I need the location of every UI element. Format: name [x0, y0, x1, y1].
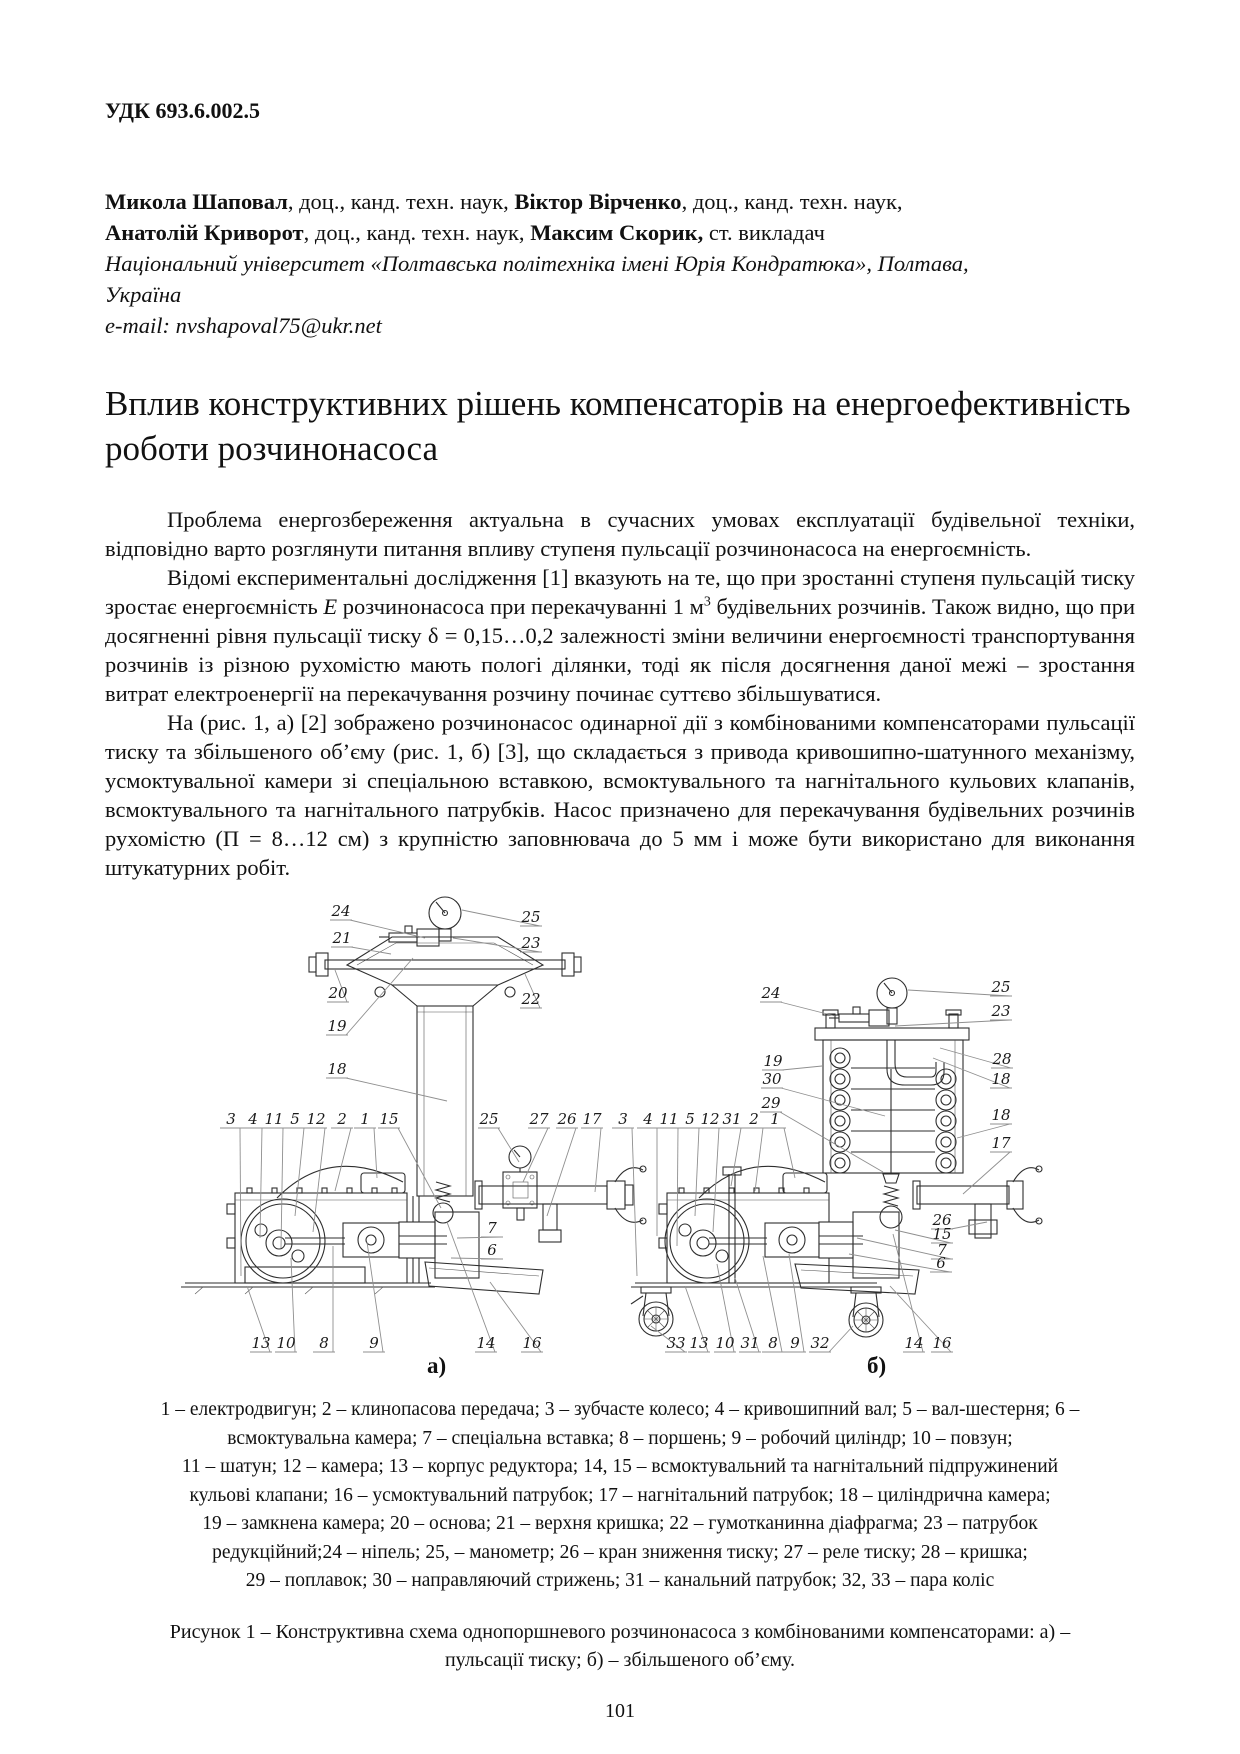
svg-text:18: 18 [991, 1106, 1011, 1124]
svg-text:1: 1 [770, 1110, 780, 1128]
svg-text:1: 1 [360, 1110, 370, 1128]
caption-line: редукційний;24 – ніпель; 25, – манометр; 26 – кран зниження тиску; 27 – реле тиску; 28 – кришка; [212, 1541, 1028, 1563]
svg-text:14: 14 [476, 1334, 496, 1352]
svg-text:5: 5 [290, 1110, 300, 1128]
author-degree: , доц., канд. техн. наук, [303, 220, 531, 245]
svg-text:29: 29 [761, 1094, 781, 1112]
paragraph-1: Проблема енергозбереження актуальна в сучасних умовах експлуатації будівельної техніки, відповідно варто розглянути питання впливу ступеня пульсації розчинонасоса на енергоємність. [105, 507, 1135, 561]
svg-text:9: 9 [369, 1334, 379, 1352]
svg-text:21: 21 [332, 929, 352, 947]
affiliation-country: Україна [105, 282, 182, 307]
caption-line: всмоктувальна камера; 7 – спеціальна вставка; 8 – поршень; 9 – робочий циліндр; 10 – повзун; [227, 1427, 1013, 1449]
paragraph-2-text: будівельних розчинів. Також видно, що при досягненні рівня пульсації тиску δ = 0,15…0,2 залежності зміни величини енергоємності транспортування розчинів із різною рухомістю мають пологі ділянки, тоді як після досягнення даної межі – зростання витрат електроенергії на перекачування розчину починає суттєво збільшуватися. [105, 594, 1136, 706]
svg-text:10: 10 [715, 1334, 735, 1352]
svg-text:11: 11 [659, 1110, 679, 1128]
svg-text:20: 20 [328, 984, 348, 1002]
diagram-a-pump [181, 897, 646, 1294]
svg-text:25: 25 [991, 978, 1011, 996]
caption-line: 11 – шатун; 12 – камера; 13 – корпус редуктора; 14, 15 – всмоктувальний та нагнітальний підпружинений [181, 1456, 1059, 1477]
caption-line: 1 – електродвигун; 2 – клинопасова передача; 3 – зубчасте колесо; 4 – кривошипний вал; 5 – вал-шестерня; 6 – [160, 1399, 1080, 1420]
svg-text:7: 7 [487, 1219, 497, 1237]
paragraph-2-text: Відомі експериментальні дослідження [1] вказують на те, що при зростанні ступеня пульсацій тиску зростає енергоємність [105, 565, 1135, 619]
caption-line: 19 – замкнена камера; 20 – основа; 21 – верхня кришка; 22 – гумотканинна діафрагма; 23 – патрубок [202, 1513, 1038, 1534]
svg-text:17: 17 [582, 1110, 602, 1128]
udc-code: УДК 693.6.002.5 [105, 98, 261, 123]
page-number: 101 [605, 1699, 635, 1722]
svg-text:13: 13 [689, 1334, 709, 1352]
svg-text:15: 15 [932, 1225, 952, 1243]
svg-text:3: 3 [618, 1110, 628, 1128]
svg-text:31: 31 [740, 1334, 760, 1352]
svg-text:26: 26 [557, 1110, 577, 1128]
page-title: Вплив конструктивних рішень компенсаторів на енергоефективність роботи розчинонасоса [105, 384, 1131, 468]
figure-title-line: пульсації тиску; б) – збільшеного об’єму. [444, 1648, 796, 1671]
svg-text:4: 4 [643, 1110, 653, 1128]
svg-text:16: 16 [522, 1334, 542, 1352]
svg-text:12: 12 [700, 1110, 720, 1128]
svg-text:23: 23 [991, 1002, 1011, 1020]
svg-text:31: 31 [722, 1110, 742, 1128]
author-name: Віктор Вірченко [514, 189, 682, 214]
svg-text:4: 4 [248, 1110, 258, 1128]
svg-text:6: 6 [487, 1241, 497, 1259]
svg-text:22: 22 [521, 990, 541, 1008]
svg-text:16: 16 [932, 1334, 952, 1352]
svg-text:12: 12 [306, 1110, 326, 1128]
figure-title-line: Рисунок 1 – Конструктивна схема однопоршневого розчинонасоса з комбінованими компенсаторами: а) – [169, 1620, 1071, 1643]
svg-text:18: 18 [327, 1060, 347, 1078]
authors-line-2 [105, 217, 1135, 248]
figure-1-diagram [95, 886, 1145, 1386]
svg-text:19: 19 [763, 1052, 783, 1070]
email-text: e-mail: nvshapoval75@ukr.net [105, 313, 382, 338]
author-name: Максим Скорик, [530, 220, 704, 245]
authors-line-1 [105, 186, 1135, 217]
paragraph-2-text: розчинонасоса при перекачуванні 1 м [337, 594, 704, 619]
svg-text:24: 24 [331, 902, 351, 920]
svg-text:19: 19 [327, 1017, 347, 1035]
svg-text:8: 8 [319, 1334, 329, 1352]
svg-text:14: 14 [904, 1334, 924, 1352]
svg-text:32: 32 [810, 1334, 830, 1352]
caption-line: кульові клапани; 16 – усмоктувальний патрубок; 17 – нагнітальний патрубок; 18 – циліндрична камера; [189, 1484, 1051, 1506]
author-name: Микола Шаповал [105, 189, 288, 214]
svg-text:13: 13 [251, 1334, 271, 1352]
author-degree: ст. викладач [703, 220, 825, 245]
svg-text:2: 2 [749, 1110, 759, 1128]
svg-text:18: 18 [991, 1070, 1011, 1088]
paragraph-2 [105, 563, 1135, 708]
svg-text:23: 23 [521, 934, 541, 952]
figure-title [105, 1618, 1135, 1674]
svg-text:7: 7 [937, 1241, 947, 1259]
svg-text:6: 6 [936, 1254, 946, 1272]
author-degree: , доц., канд. техн. наук, [287, 189, 515, 214]
superscript-3: 3 [703, 594, 711, 610]
svg-text:15: 15 [379, 1110, 399, 1128]
svg-text:5: 5 [685, 1110, 695, 1128]
svg-text:27: 27 [529, 1110, 549, 1128]
variable-e: Е [323, 594, 338, 619]
svg-text:25: 25 [521, 908, 541, 926]
svg-text:26: 26 [932, 1211, 952, 1229]
svg-text:11: 11 [264, 1110, 284, 1128]
svg-text:8: 8 [768, 1334, 778, 1352]
caption-line: 29 – поплавок; 30 – направляючий стрижень; 31 – канальний патрубок; 32, 33 – пара коліс [245, 1570, 995, 1591]
svg-text:33: 33 [666, 1334, 686, 1352]
svg-text:10: 10 [276, 1334, 296, 1352]
svg-text:3: 3 [226, 1110, 236, 1128]
figure-1 [95, 886, 1145, 1386]
svg-text:2: 2 [337, 1110, 347, 1128]
subfigure-label-b: б) [867, 1353, 887, 1378]
svg-text:9: 9 [790, 1334, 800, 1352]
svg-text:24: 24 [761, 984, 781, 1002]
author-degree: , доц., канд. техн. наук, [681, 189, 903, 214]
svg-text:28: 28 [992, 1050, 1012, 1068]
affiliation: Національний університет «Полтавська політехніка імені Юрія Кондратюка», Полтава, [105, 251, 969, 276]
svg-text:25: 25 [479, 1110, 499, 1128]
subfigure-label-a: а) [427, 1353, 447, 1378]
svg-text:30: 30 [762, 1070, 782, 1088]
diagram-b-pump [631, 978, 1042, 1337]
authors-block [105, 186, 1135, 341]
svg-text:17: 17 [991, 1134, 1011, 1152]
author-name: Анатолій Криворот [105, 220, 304, 245]
figure-caption [105, 1396, 1135, 1596]
paragraph-3: На (рис. 1, а) [2] зображено розчинонасос одинарної дії з комбінованими компенсаторами пульсації тиску та збільшеного об’єму (рис. 1, б) [3], що складається з привода кривошипно-шатунного механізму, усмоктувальної камери зі спеціальною вставкою, всмоктувального та нагнітального кульових клапанів, всмоктувального та нагнітального патрубків. Насос призначено для перекачування будівельних розчинів рухомістю (П = 8…12 см) з крупністю заповнювача до 5 мм і може бути використано для виконання штукатурних робіт. [105, 710, 1135, 880]
